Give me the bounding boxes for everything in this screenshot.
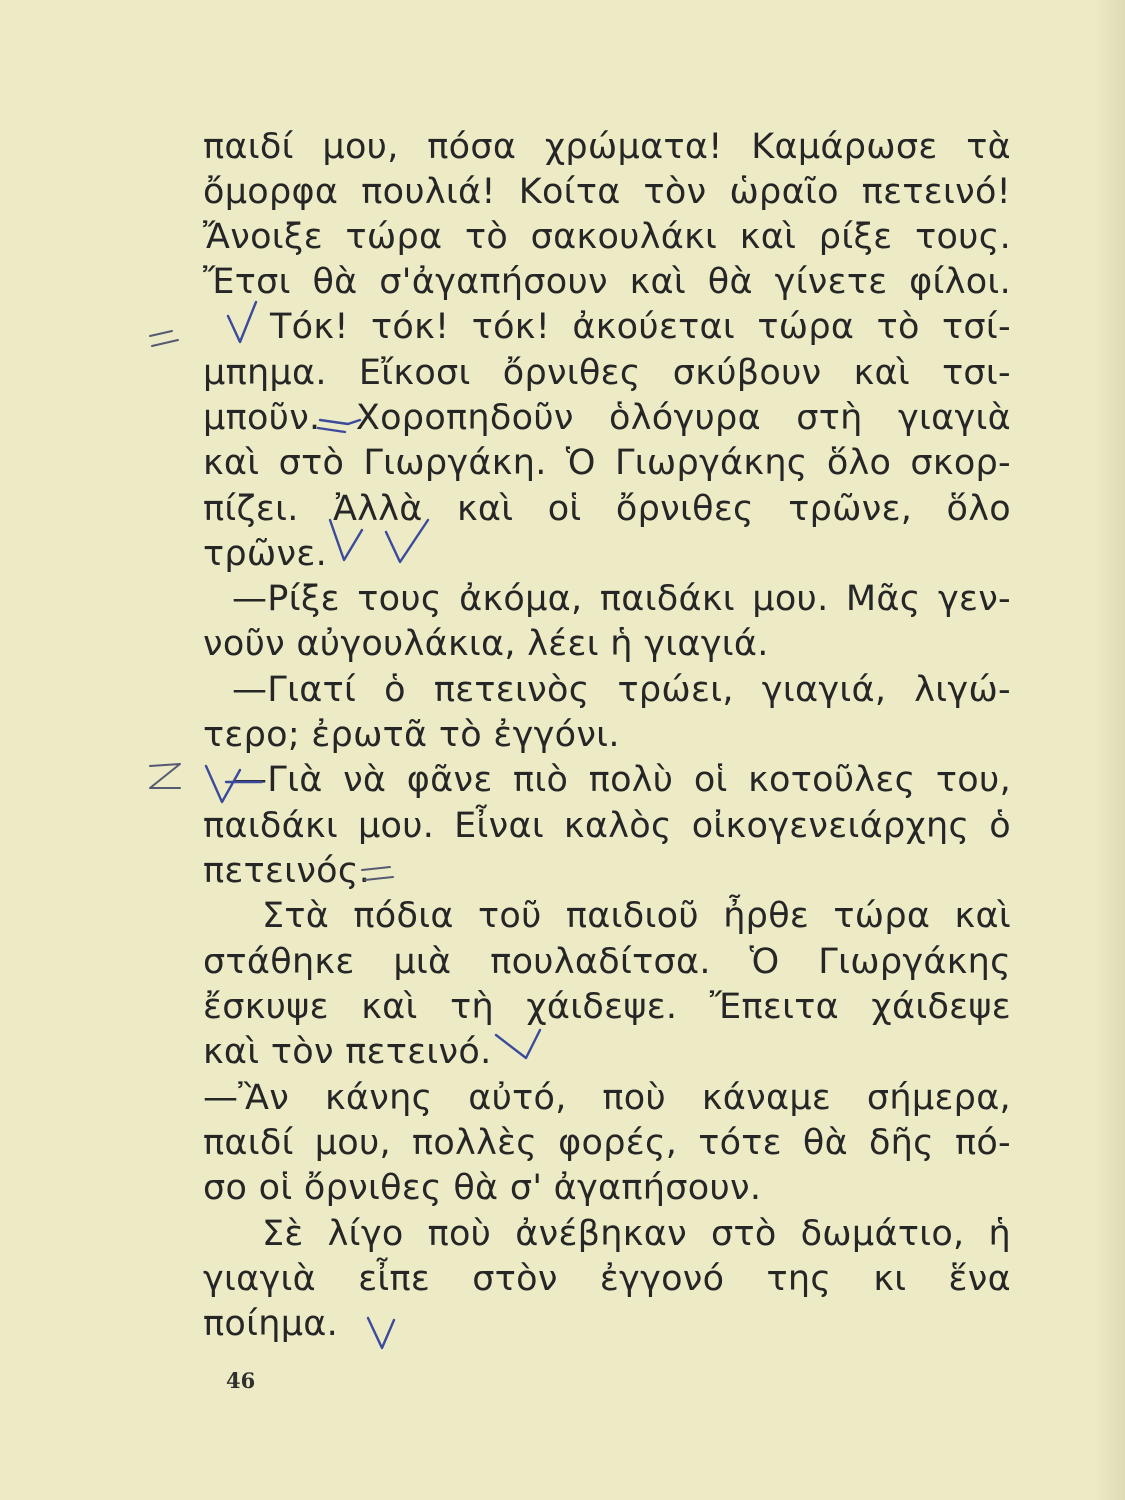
text-line: σο οἱ ὄρνιθες θὰ σ' ἀγαπήσουν. [203,1168,762,1208]
text-line: παιδί μου, πόσα χρώματα! Καμάρωσε τὰ [203,127,1011,167]
text-line: μπημα. Εἴκοσι ὄρνιθες σκύβουν καὶ τσι- [203,353,1011,393]
text-line: παιδάκι μου. Εἶναι καλὸς οἰκογενειάρχης ὁ [203,806,1011,846]
check-mark [228,302,256,342]
check-mark [368,1318,394,1348]
text-line: ἔσκυψε καὶ τὴ χάιδεψε. Ἔπειτα χάιδεψε [203,987,1011,1027]
text-line: τερο; ἐρωτᾶ τὸ ἐγγόνι. [203,715,620,755]
text-line: ὄμορφα πουλιά! Κοίτα τὸν ὡραῖο πετεινό! [203,172,1011,212]
text-line: καὶ στὸ Γιωργάκη. Ὁ Γιωργάκης ὅλο σκορ- [203,443,1011,483]
margin-mark-double-dash [150,331,178,346]
text-line: γιαγιὰ εἶπε στὸν ἐγγονό της κι ἕνα [203,1259,1011,1299]
text-line: —Γιὰ νὰ φᾶνε πιὸ πολὺ οἱ κοτοῦλες του, [232,760,1011,800]
margin-mark-z [150,764,180,788]
text-line: μποῦν. Χοροπηδοῦν ὁλόγυρα στὴ γιαγιὰ [203,398,1011,438]
double-check-mark [330,520,428,562]
text-line: ποίημα. [203,1304,339,1344]
text-line: πίζει. Ἀλλὰ καὶ οἱ ὄρνιθες τρῶνε, ὅλο [203,489,1011,529]
text-line: Ἄνοιξε τώρα τὸ σακουλάκι καὶ ρίξε τους. [203,217,1011,257]
text-line: τρῶνε. [203,534,327,574]
text-line: στάθηκε μιὰ πουλαδίτσα. Ὁ Γιωργάκης [203,942,1011,982]
text-line: —Γιατί ὁ πετεινὸς τρώει, γιαγιά, λιγώ- [232,670,1011,710]
text-line: νοῦν αὐγουλάκια, λέει ἡ γιαγιά. [203,624,769,664]
check-mark [496,1030,540,1058]
text-line: καὶ τὸν πετεινό. [203,1032,492,1072]
text-line: Τόκ! τόκ! τόκ! ἀκούεται τώρα τὸ τσί- [270,307,1011,347]
text-line: παιδί μου, πολλὲς φορές, τότε θὰ δῆς πό- [203,1123,1011,1163]
text-line: —Ρίξε τους ἀκόμα, παιδάκι μου. Μᾶς γεν- [232,579,1011,619]
text-line: —Ἂν κάνης αὐτό, ποὺ κάναμε σήμερα, [203,1078,1011,1118]
text-line: Ἔτσι θὰ σ'ἀγαπήσουν καὶ θὰ γίνετε φίλοι. [203,262,1011,302]
text-line: Σὲ λίγο ποὺ ἀνέβηκαν στὸ δωμάτιο, ἡ [262,1214,1011,1254]
check-mark [206,766,262,802]
text-line: Στὰ πόδια τοῦ παιδιοῦ ἦρθε τώρα καὶ [262,896,1011,936]
strikethrough-mark [318,420,360,432]
text-line: πετεινός. [203,851,371,891]
page-number: 46 [226,1368,256,1393]
margin-mark-double-dash [362,867,393,880]
